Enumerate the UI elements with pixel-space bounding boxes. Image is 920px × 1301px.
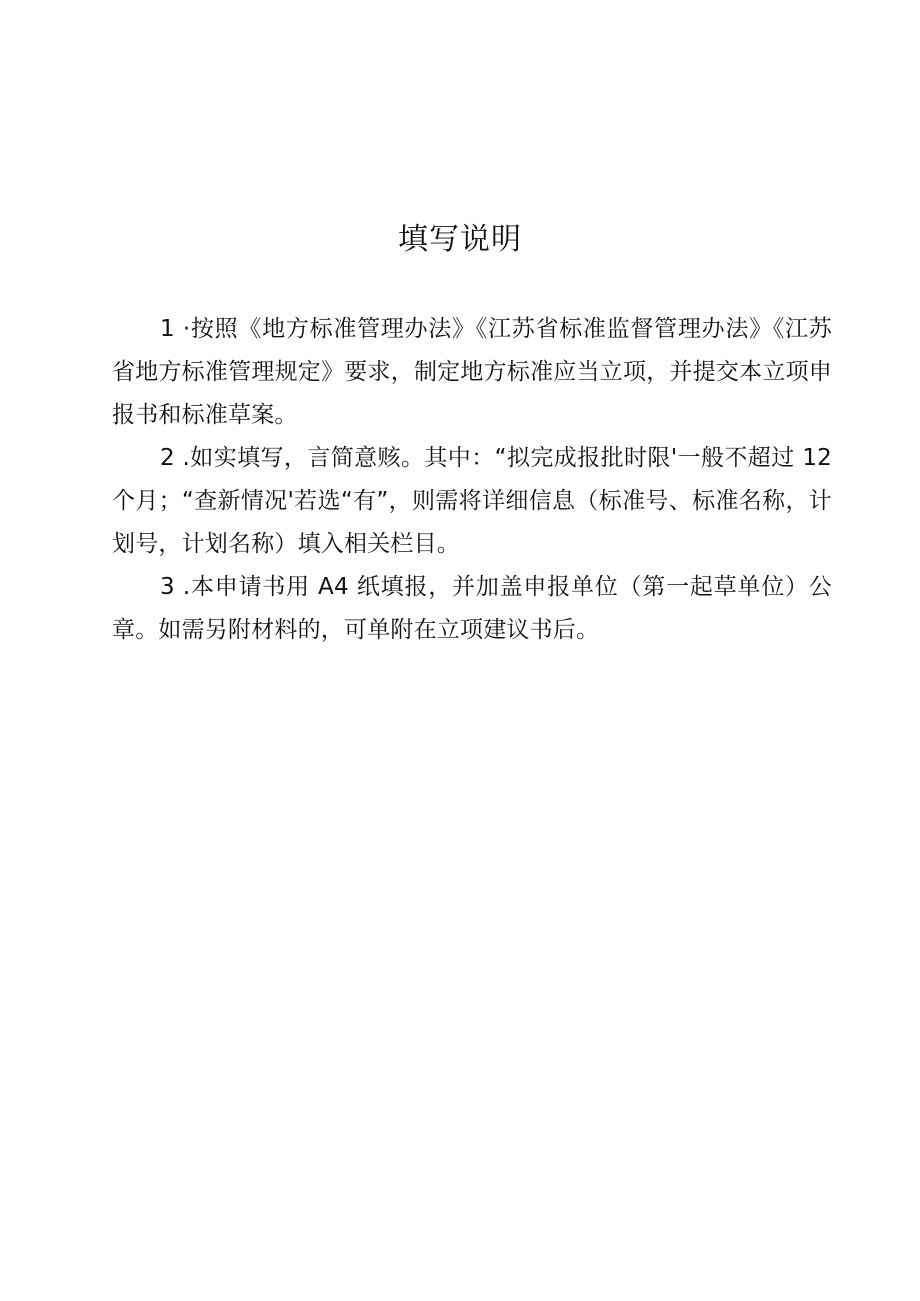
instruction-item-2: 2 .如实填写，言简意赅。其中：“拟完成报批时限'一般不超过 12个月；“查新情况'若选“有”，则需将详细信息（标准号、标准名称，计划号，计划名称）填入相关栏目。 bbox=[112, 445, 832, 557]
page-title: 填写说明 bbox=[398, 222, 522, 257]
instruction-item-1: 1 ·按照《地方标准管理办法》《江苏省标准监督管理办法》《江苏省地方标准管理规定》要求，制定地方标准应当立项，并提交本立项申报书和标准草案。 bbox=[112, 316, 832, 428]
instruction-item-3: 3 .本申请书用 A4 纸填报，并加盖申报单位（第一起草单位）公章。如需另附材料的，可单附在立项建议书后。 bbox=[112, 574, 832, 643]
instructions-body bbox=[112, 308, 832, 652]
